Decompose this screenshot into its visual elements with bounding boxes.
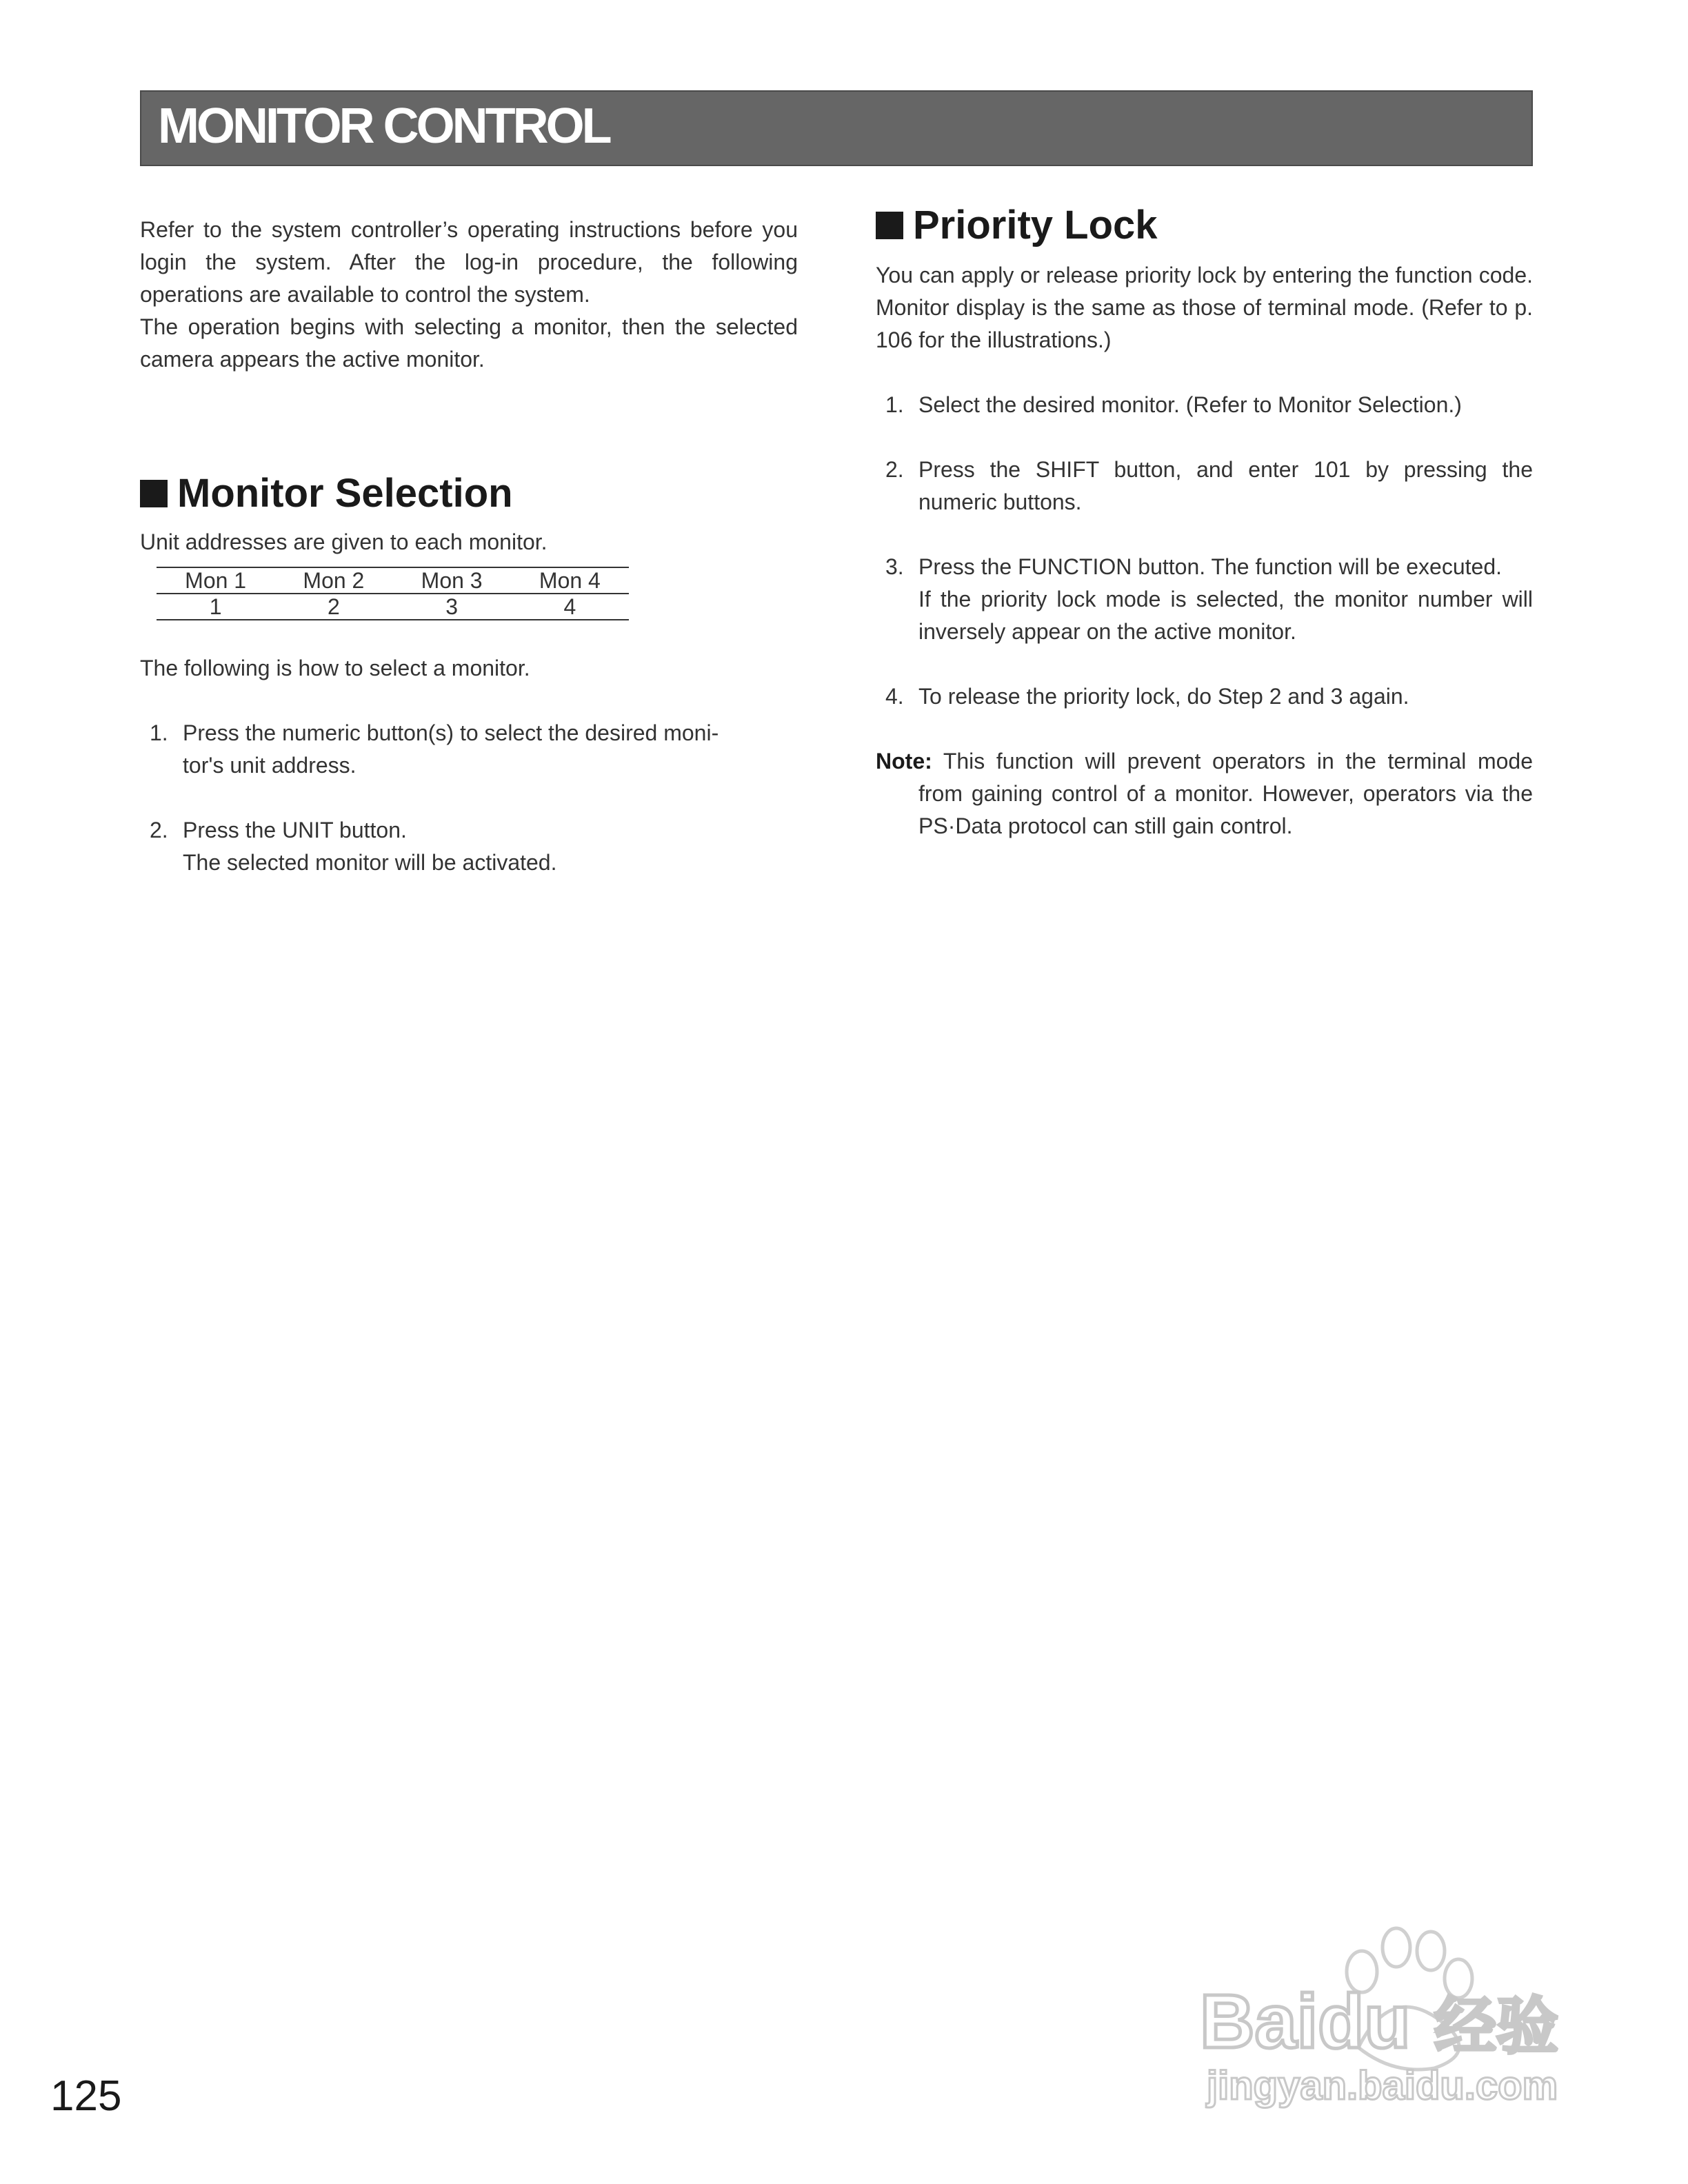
intro-paragraph-2: The operation begins with selecting a monitor, then the selected camera appears the active monitor. [140,314,798,372]
note-text: This function will prevent operators in the terminal mode from gaining control of a monitor. However, operators via the PS·Data protocol can still gain control. [918,749,1534,838]
step-text: The selected monitor will be activated. [183,850,557,875]
priority-step-3 [876,551,1533,648]
monitor-selection-heading [140,471,798,516]
table-cell: 2 [327,594,340,619]
title-bar [140,90,1533,166]
step-text: Select the desired monitor. (Refer to Monitor Selection.) [918,392,1462,417]
step-text: Press the SHIFT button, and enter 101 by pressing the numeric buttons. [918,457,1533,514]
note [876,745,1533,842]
table-cell: 3 [445,594,459,619]
unit-address-table [157,567,629,620]
intro-paragraph-1: Refer to the system controller’s operating instructions before you login the system. After the log-in procedure, the following operations are available to control the system. [140,217,798,307]
table-cell: 1 [209,594,222,619]
watermark-url: jingyan.baidu.com [1207,2063,1558,2108]
page-title: MONITOR CONTROL [158,99,610,154]
priority-step-1 [876,389,1533,421]
step-number: 4. [885,684,904,709]
watermark-cn: 经验 [1434,1990,1558,2063]
table-header: Mon 3 [421,568,483,593]
square-bullet-icon [140,480,168,507]
step-text: Press the FUNCTION button. The function will be executed. [918,554,1503,579]
step-number: 2. [885,457,904,482]
unit-address-text: Unit addresses are given to each monitor. [140,529,547,554]
table-header: Mon 1 [185,568,247,593]
monitor-selection-heading-text: Monitor Selection [177,471,513,516]
monitor-step-1 [140,717,798,782]
page-number: 125 [50,2072,122,2120]
step-text: tor's unit address. [183,753,356,778]
baidu-watermark [1186,1910,1572,2116]
table-header: Mon 4 [539,568,601,593]
step-text: To release the priority lock, do Step 2 and 3 again. [918,684,1409,709]
how-to-text: The following is how to select a monitor. [140,656,530,680]
step-number: 1. [150,720,168,745]
right-column [876,205,1533,842]
step-text: Press the numeric button(s) to select the desired moni- [183,720,719,745]
step-number: 1. [885,392,904,417]
step-text: Press the UNIT button. [183,818,407,842]
priority-step-4 [876,680,1533,713]
left-column [140,214,798,879]
monitor-step-2 [140,814,798,879]
table-header: Mon 2 [303,568,365,593]
priority-step-2 [876,454,1533,518]
step-number: 3. [885,554,904,579]
priority-lock-intro: You can apply or release priority lock by entering the function code. Monitor display is the same as those of terminal mode. (Refer to p. 106 for the illustrations.) [876,263,1533,352]
table-cell: 4 [563,594,576,619]
watermark-brand: Baidu [1200,1979,1411,2064]
priority-lock-heading-text: Priority Lock [913,203,1158,247]
step-number: 2. [150,818,168,842]
step-extra-text: If the priority lock mode is selected, the monitor number will inversely appear on the active monitor. [918,587,1533,644]
square-bullet-icon [876,212,903,239]
note-label: Note: [876,749,932,774]
priority-lock-heading [876,205,1533,245]
